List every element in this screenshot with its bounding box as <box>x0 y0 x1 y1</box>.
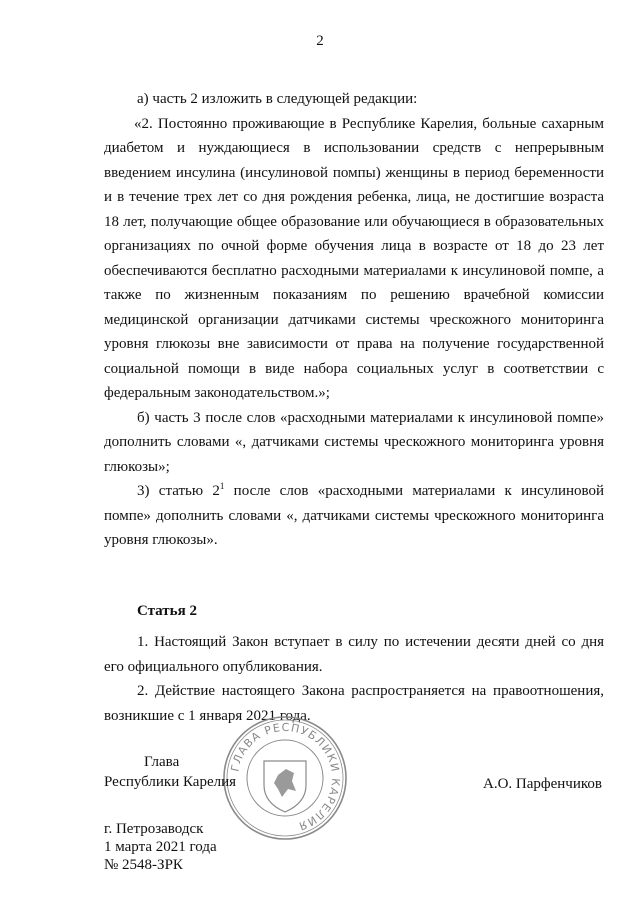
page-number: 2 <box>316 33 324 49</box>
law-number: № 2548-ЗРК <box>104 857 183 873</box>
svg-text:ГЛАВА РЕСПУБЛИКИ КАРЕЛИЯ: ГЛАВА РЕСПУБЛИКИ КАРЕЛИЯ <box>228 720 343 833</box>
official-seal-icon <box>222 715 348 841</box>
item-a-quote: «2. Постоянно проживающие в Республике Карелия, больные сахарным диабетом и нуждающиеся в использовании средств с непрерывным введением инсулина (инсулиновой помпы) женщины в период беременности и в течение трех лет со дня рождения ребенка, лица, не достигшие возраста 18 лет, получающие общее образование или обучающиеся в образовательных организациях по очной форме обучения лица в возрасте от 18 до 23 лет обеспечиваются бесплатно расходными материалами к инсулиновой помпе, а также по жизненным показаниям по решению врачебной комиссии медицинской организации датчиками системы чрескожного мониторинга уровня глюкозы вне зависимости от права на получение государственной социальной помощи в виде набора социальных услуг в соответствии с федеральным законодательством.»; <box>104 115 604 401</box>
item-3-text <box>104 479 604 553</box>
city: г. Петрозаводск <box>104 821 204 837</box>
signatory-name: А.О. Парфенчиков <box>483 776 602 792</box>
item-3-superscript: 1 <box>219 481 225 491</box>
item-a-intro: а) часть 2 изложить в следующей редакции: <box>137 91 418 107</box>
article-2-body <box>104 630 604 728</box>
article-2-point-1: 1. Настоящий Закон вступает в силу по истечении десяти дней со дня его официального опубликования. <box>104 634 604 675</box>
signatory-title-line-1: Глава <box>144 754 180 770</box>
item-b-text: б) часть 3 после слов «расходными материалами к инсулиновой помпе» дополнить словами «, датчиками системы чрескожного мониторинга уровня глюкозы»; <box>104 409 604 475</box>
article-2-heading: Статья 2 <box>137 603 197 619</box>
article-2-point-2: 2. Действие настоящего Закона распространяется на правоотношения, возникшие с 1 января 2021 года. <box>104 683 604 724</box>
item-3-rest: после слов «расходными материалами к инсулиновой помпе» дополнить словами «, датчиками системы чрескожного мониторинга уровня глюкозы». <box>104 483 605 548</box>
signatory-title <box>104 752 236 792</box>
place-and-date <box>104 820 217 874</box>
signatory-title-line-2: Республики Карелия <box>104 774 237 790</box>
amendments-block <box>104 87 604 553</box>
item-3-prefix: 3) статью 2 <box>137 483 220 499</box>
signing-date: 1 марта 2021 года <box>104 839 217 855</box>
